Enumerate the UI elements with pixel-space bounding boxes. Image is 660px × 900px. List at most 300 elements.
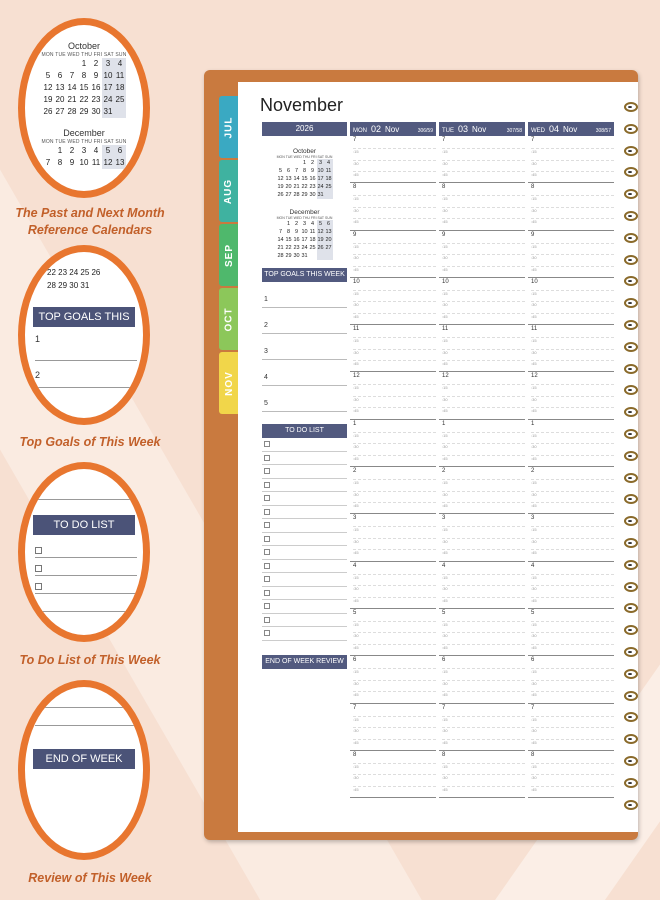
quarter-label: :30	[531, 160, 614, 166]
quarter-label: :15	[353, 574, 436, 580]
quarter-label: :45	[531, 549, 614, 555]
calendar-day	[317, 252, 325, 260]
quarter-label: :15	[531, 148, 614, 154]
calendar-day: 25	[115, 95, 125, 104]
goal-line	[35, 387, 137, 388]
calendar-day	[54, 58, 66, 70]
quarter-label: :45	[442, 218, 525, 224]
quarter-label: :15	[442, 384, 525, 390]
review-bar: END OF WEEK REVIEW	[33, 749, 135, 769]
calendar-day: 6	[114, 145, 126, 157]
calendar-day: 23	[91, 95, 101, 104]
to-do-checkbox	[264, 441, 270, 447]
quarter-label: :45	[531, 171, 614, 177]
quarter-label: :30	[442, 585, 525, 591]
quarter-label: :15	[353, 337, 436, 343]
caption-to-do: To Do List of This Week	[19, 653, 161, 667]
calendar-day: 10	[103, 71, 113, 80]
quarter-label: :45	[442, 313, 525, 319]
hour-label: 2	[353, 468, 357, 475]
quarter-label: :45	[442, 502, 525, 508]
quarter-label: :45	[531, 691, 614, 697]
to-do-checkbox	[264, 522, 270, 528]
quarter-label: :15	[442, 479, 525, 485]
quarter-label: :45	[353, 691, 436, 697]
to-do-checkbox	[264, 576, 270, 582]
to-do-row	[262, 465, 347, 479]
goal-line	[35, 360, 137, 361]
hour-label: 1	[442, 420, 446, 427]
calendar-day: 5	[278, 168, 283, 174]
spiral-coil	[624, 451, 638, 461]
calendar-day: 3	[102, 58, 114, 70]
quarter-label: :15	[353, 384, 436, 390]
calendar-day: 8	[302, 168, 307, 174]
calendar-day: 2	[69, 146, 75, 155]
calendar-day: 12	[43, 83, 53, 92]
calendar-day	[277, 220, 285, 228]
day-header	[528, 122, 614, 136]
hour-label: 7	[531, 137, 535, 143]
spiral-coil	[624, 560, 638, 570]
calendar-day: 11	[91, 158, 101, 167]
caption-review: Review of This Week	[28, 871, 152, 885]
spiral-coil	[624, 756, 638, 766]
calendar-day: 18	[309, 237, 316, 243]
calendar-day: 16	[309, 176, 316, 182]
hour-label: 12	[531, 373, 538, 380]
hour-block	[350, 514, 436, 561]
quarter-label: :45	[353, 407, 436, 413]
top-goals-list	[262, 282, 347, 412]
to-do-checkbox	[264, 630, 270, 636]
quarter-label: :45	[442, 407, 525, 413]
quarter-label: :15	[353, 148, 436, 154]
calendar-day: 18	[325, 176, 332, 182]
calendar-day: 13	[55, 83, 65, 92]
calendar-day: 12	[317, 229, 324, 235]
calendar-day: 7	[69, 71, 75, 80]
hour-label: 3	[442, 515, 446, 522]
hour-label: 8	[531, 751, 535, 758]
quarter-label: :45	[353, 171, 436, 177]
hour-block	[350, 467, 436, 514]
to-do-checkbox	[35, 547, 42, 554]
quarter-label: :45	[442, 597, 525, 603]
list-line	[35, 611, 137, 612]
calendar-day: 15	[79, 83, 89, 92]
quarter-label: :30	[353, 585, 436, 591]
quarter-label: :30	[442, 301, 525, 307]
quarter-label: :45	[353, 597, 436, 603]
top-goals-bar: TOP GOALS THIS WEEK	[262, 268, 347, 282]
hour-block	[528, 514, 614, 561]
quarter-label: :30	[442, 491, 525, 497]
calendar-day: 30	[293, 253, 300, 259]
list-line	[35, 725, 137, 726]
calendar-day: 22	[79, 95, 89, 104]
calendar-day: 11	[325, 168, 332, 174]
quarter-label: :45	[531, 218, 614, 224]
quarter-label: :15	[353, 763, 436, 769]
hour-block	[528, 704, 614, 751]
hour-label: 12	[353, 373, 360, 380]
calendar-month-title: December	[63, 128, 105, 138]
hour-label: 10	[353, 278, 360, 285]
calendar-day: 2	[310, 160, 315, 166]
calendar-day: 26	[317, 245, 324, 251]
spiral-coil	[624, 429, 638, 439]
hour-label: 8	[531, 184, 535, 191]
quarter-label: :15	[442, 716, 525, 722]
hour-block	[439, 609, 525, 656]
hour-block	[350, 231, 436, 278]
day-of-year: 306/59	[417, 128, 433, 134]
day-column-tue	[439, 122, 525, 798]
calendar-day: 20	[55, 95, 65, 104]
calendar-day	[309, 252, 317, 260]
hour-label: 5	[531, 609, 535, 616]
quarter-label: :15	[353, 432, 436, 438]
hour-block	[528, 325, 614, 372]
hour-label: 5	[442, 609, 446, 616]
quarter-label: :30	[353, 254, 436, 260]
spacer	[262, 199, 347, 205]
hour-block	[439, 183, 525, 230]
calendar-day: 22	[285, 245, 292, 251]
quarter-label: :45	[531, 455, 614, 461]
quarter-label: :30	[531, 774, 614, 780]
hour-label: 8	[353, 184, 357, 191]
day-number: 02	[371, 124, 382, 134]
goal-row	[262, 360, 347, 386]
hour-label: 1	[531, 420, 535, 427]
calendar-day: 24	[301, 245, 308, 251]
calendar-day: 13	[325, 229, 332, 235]
hour-block	[528, 231, 614, 278]
quarter-label: :30	[353, 632, 436, 638]
month-tab-label: JUL	[223, 116, 235, 138]
calendar-day: 19	[277, 184, 284, 190]
hour-label: 11	[353, 326, 360, 333]
goal-number: 4	[264, 374, 268, 381]
hour-label: 4	[442, 562, 446, 569]
to-do-row	[262, 479, 347, 493]
to-do-checkbox	[264, 536, 270, 542]
calendar-grid	[262, 159, 347, 199]
quarter-label: :45	[442, 266, 525, 272]
zoom-ring	[18, 680, 150, 860]
spiral-coil	[624, 364, 638, 374]
month-tab-label: OCT	[223, 306, 235, 332]
quarter-label: :30	[442, 727, 525, 733]
spiral-coil	[624, 582, 638, 592]
quarter-label: :15	[353, 243, 436, 249]
hour-label: 7	[353, 137, 357, 143]
quarter-label: :30	[531, 443, 614, 449]
quarter-label: :30	[531, 491, 614, 497]
calendar-day: 9	[294, 229, 299, 235]
calendar-day: 4	[93, 146, 99, 155]
calendar-day	[42, 58, 54, 70]
hour-label: 8	[442, 751, 446, 758]
zoom-ring	[18, 18, 150, 198]
quarter-label: :15	[442, 243, 525, 249]
quarter-label: :15	[353, 479, 436, 485]
calendar-day: 6	[57, 71, 63, 80]
calendar-day: 17	[317, 176, 324, 182]
calendar-day: 2	[93, 59, 99, 68]
calendar-day: 27	[285, 192, 292, 198]
calendar-day: 10	[79, 158, 89, 167]
day-column-mon	[350, 122, 436, 798]
quarter-label: :15	[531, 479, 614, 485]
hour-label: 8	[353, 751, 357, 758]
quarter-label: :15	[442, 432, 525, 438]
hour-label: 5	[353, 609, 357, 616]
hour-label: 11	[531, 326, 538, 333]
quarter-label: :45	[531, 407, 614, 413]
hour-label: 10	[442, 278, 449, 285]
calendar-day: 21	[67, 95, 77, 104]
goal-row	[262, 334, 347, 360]
to-do-checkbox	[264, 590, 270, 596]
calendar-row: 28 29 30 31	[47, 281, 90, 290]
calendar-day: 14	[277, 237, 284, 243]
calendar-day: 17	[301, 237, 308, 243]
hour-block	[528, 467, 614, 514]
calendar-day: 1	[57, 146, 63, 155]
quarter-label: :15	[353, 716, 436, 722]
hour-label: 2	[442, 468, 446, 475]
hour-block	[350, 656, 436, 703]
hour-block	[528, 562, 614, 609]
calendar-day: 1	[286, 221, 291, 227]
quarter-label: :45	[442, 739, 525, 745]
hour-label: 7	[353, 704, 357, 711]
quarter-label: :15	[442, 337, 525, 343]
spiral-coil	[624, 778, 638, 788]
quarter-label: :15	[531, 243, 614, 249]
goal-number: 2	[35, 370, 41, 380]
hour-block	[528, 751, 614, 798]
quarter-label: :45	[353, 455, 436, 461]
quarter-label: :15	[531, 432, 614, 438]
calendar-day: 5	[45, 71, 51, 80]
spiral-coil	[624, 647, 638, 657]
hour-block	[528, 136, 614, 183]
day-header	[439, 122, 525, 136]
hour-label: 4	[353, 562, 357, 569]
quarter-label: :45	[353, 644, 436, 650]
hour-block	[350, 372, 436, 419]
calendar-day: 24	[103, 95, 113, 104]
calendar-day: 10	[301, 229, 308, 235]
reference-calendars	[262, 136, 347, 260]
calendar-day: 24	[317, 184, 324, 190]
calendar-day: 27	[325, 245, 332, 251]
quarter-label: :30	[353, 160, 436, 166]
quarter-label: :15	[353, 195, 436, 201]
quarter-label: :15	[442, 195, 525, 201]
calendar-day: 8	[286, 229, 291, 235]
hour-block	[350, 609, 436, 656]
calendar-day: 19	[317, 237, 324, 243]
calendar-day: 26	[43, 107, 53, 116]
quarter-label: :15	[531, 763, 614, 769]
callout-to-do	[18, 462, 150, 642]
calendar-day: 27	[55, 107, 65, 116]
zoom-ring	[18, 245, 150, 425]
calendar-month-title: December	[289, 209, 320, 216]
calendar-day: 21	[277, 245, 284, 251]
hour-block	[350, 325, 436, 372]
month-tab-aug	[219, 160, 239, 222]
hour-block	[528, 372, 614, 419]
quarter-label: :45	[353, 739, 436, 745]
hour-label: 3	[353, 515, 357, 522]
calendar-day	[66, 58, 78, 70]
quarter-label: :15	[442, 574, 525, 580]
calendar-day	[325, 191, 333, 199]
quarter-label: :45	[442, 171, 525, 177]
list-line	[35, 593, 137, 594]
hour-label: 2	[531, 468, 535, 475]
review-bar: END OF WEEK REVIEW	[262, 655, 347, 669]
calendar-weekday-header: MON TUE WED THU FRI SAT SUN	[276, 155, 333, 159]
calendar-day: 28	[293, 192, 300, 198]
quarter-label: :15	[442, 290, 525, 296]
calendar-day	[42, 145, 54, 157]
hour-label: 9	[353, 231, 357, 238]
hour-label: 10	[531, 278, 538, 285]
hour-block	[439, 231, 525, 278]
spiral-coil	[624, 669, 638, 679]
hour-block	[350, 278, 436, 325]
quarter-label: :15	[353, 526, 436, 532]
day-number: 03	[458, 124, 469, 134]
quarter-label: :15	[531, 668, 614, 674]
calendar-day: 28	[277, 253, 284, 259]
calendar-day: 3	[317, 159, 325, 167]
quarter-label: :30	[531, 632, 614, 638]
hour-block	[439, 325, 525, 372]
goal-number: 2	[264, 322, 268, 329]
quarter-label: :45	[353, 786, 436, 792]
calendar-day: 1	[302, 160, 307, 166]
calendar-day: 9	[93, 71, 99, 80]
quarter-label: :45	[353, 313, 436, 319]
to-do-checkbox	[264, 509, 270, 515]
day-column-wed	[528, 122, 614, 798]
quarter-label: :30	[531, 207, 614, 213]
quarter-label: :45	[442, 691, 525, 697]
quarter-label: :30	[353, 538, 436, 544]
list-line	[35, 575, 137, 576]
to-do-row	[262, 452, 347, 466]
quarter-label: :15	[531, 290, 614, 296]
to-do-checkbox	[264, 482, 270, 488]
quarter-label: :45	[531, 360, 614, 366]
calendar-day: 11	[115, 71, 125, 80]
spiral-coil	[624, 342, 638, 352]
hour-label: 8	[442, 184, 446, 191]
hour-block	[528, 183, 614, 230]
calendar-day: 9	[69, 158, 75, 167]
calendar-day: 15	[285, 237, 292, 243]
spiral-coil	[624, 538, 638, 548]
hour-label: 3	[531, 515, 535, 522]
calendar-day: 13	[115, 158, 125, 167]
to-do-checkbox	[264, 563, 270, 569]
to-do-row	[262, 573, 347, 587]
hour-block	[528, 278, 614, 325]
spiral-coil	[624, 800, 638, 810]
calendar-day: 29	[285, 253, 292, 259]
quarter-label: :30	[531, 396, 614, 402]
hour-label: 4	[531, 562, 535, 569]
calendar-day: 16	[293, 237, 300, 243]
day-weekday: TUE	[442, 128, 454, 134]
quarter-label: :15	[531, 716, 614, 722]
quarter-label: :30	[531, 301, 614, 307]
calendar-day: 13	[285, 176, 292, 182]
calendar-day: 11	[309, 229, 316, 235]
calendar-day: 5	[102, 145, 114, 157]
spiral-coil	[624, 233, 638, 243]
calendar-day: 30	[309, 192, 316, 198]
spacer	[25, 118, 143, 126]
quarter-label: :45	[353, 502, 436, 508]
month-tab-sep	[219, 224, 239, 286]
day-month: Nov	[472, 125, 487, 134]
quarter-label: :30	[353, 680, 436, 686]
callout-review	[18, 680, 150, 860]
hour-label: 7	[442, 704, 446, 711]
calendar-day: 25	[325, 184, 332, 190]
quarter-label: :45	[531, 786, 614, 792]
calendar-day: 7	[294, 168, 299, 174]
hour-block	[350, 704, 436, 751]
quarter-label: :30	[442, 538, 525, 544]
calendar-day: 31	[301, 253, 308, 259]
spiral-coil	[624, 320, 638, 330]
day-weekday: MON	[353, 128, 367, 134]
quarter-label: :45	[442, 786, 525, 792]
to-do-checkbox	[264, 468, 270, 474]
to-do-bar: TO DO LIST	[33, 515, 135, 535]
calendar-day: 31	[103, 107, 113, 116]
spiral-coil	[624, 211, 638, 221]
quarter-label: :30	[353, 774, 436, 780]
list-line	[35, 707, 137, 708]
quarter-label: :15	[531, 337, 614, 343]
day-month: Nov	[563, 125, 578, 134]
day-of-year: 308/57	[595, 128, 611, 134]
quarter-label: :45	[531, 739, 614, 745]
month-title: November	[260, 95, 344, 115]
day-month: Nov	[385, 125, 400, 134]
calendar-day: 20	[285, 184, 292, 190]
zoom-calendars	[25, 25, 143, 169]
to-do-row	[262, 587, 347, 601]
hour-block	[528, 656, 614, 703]
calendar-day: 22	[301, 184, 308, 190]
zoom-ring	[18, 462, 150, 642]
quarter-label: :30	[442, 443, 525, 449]
to-do-checkbox	[264, 495, 270, 501]
callout-top-goals	[18, 245, 150, 425]
